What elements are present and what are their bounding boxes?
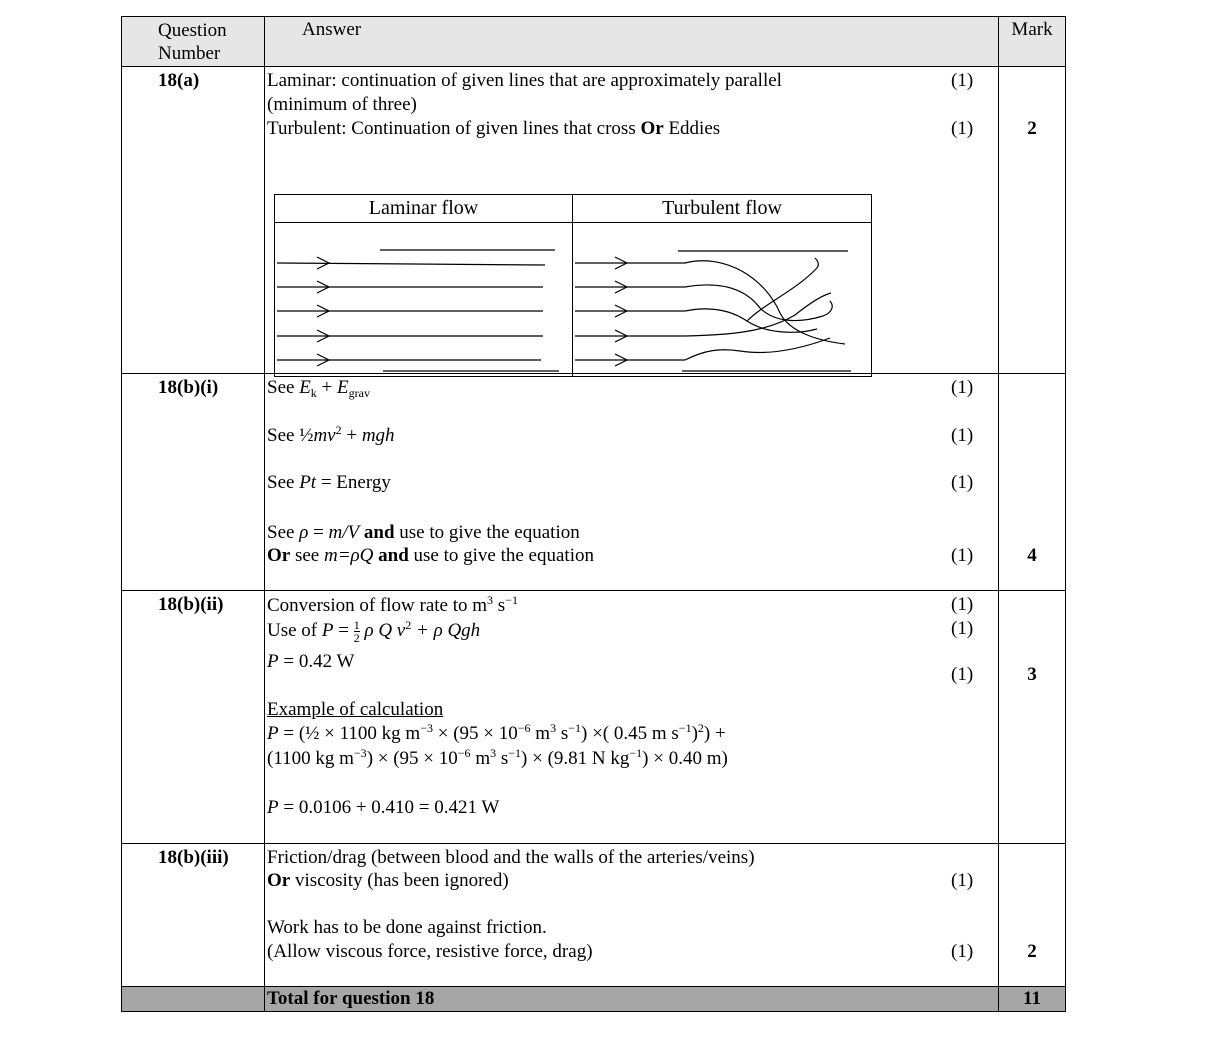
answer-cell (265, 844, 999, 987)
question-number: 18(a) (122, 67, 265, 374)
answer-line: (minimum of three) (267, 94, 417, 115)
total-value: 11 (999, 987, 1066, 1012)
header-answer: Answer (265, 17, 999, 67)
row-18a (122, 67, 1066, 374)
mark-cell (999, 67, 1066, 374)
eddy-line (685, 285, 832, 321)
total-row (122, 987, 1066, 1012)
laminar-flow-label: Laminar flow (275, 195, 573, 223)
mark-value: (1) (951, 70, 974, 91)
answer-line: See $\frac{1}{2}mv^2$ + mgh (267, 423, 395, 446)
answer-cell (265, 591, 999, 844)
answer-line: See Pt = Energy (267, 472, 391, 493)
answer-line: Use of P = $\frac{1}{2}$ ρ Q $v^2 + \rho$ Qgh (267, 618, 481, 645)
row-18biii (122, 844, 1066, 987)
answer-line: Or see m=ρQ and use to give the equation (267, 545, 594, 566)
mark-value: (1) (951, 594, 974, 615)
laminar-line (277, 263, 545, 265)
eddy-line (685, 293, 831, 336)
question-number: 18(b)(ii) (122, 591, 265, 844)
mark-total: 3 (1027, 664, 1037, 685)
answer-line: See ρ = m/V and use to give the equation (267, 522, 580, 543)
mark-cell (999, 591, 1066, 844)
row-18bii (122, 591, 1066, 844)
calculation-line: (1100 kg $m^{-3}) \times (95 \times 10^{-6}$ $m^3$ $s^{-1}) \times (9.81$ N $kg^{-1}) \times 0.40$ m) (267, 746, 728, 769)
mark-value: (1) (951, 377, 974, 398)
mark-value: (1) (951, 425, 974, 446)
answer-line: Conversion of flow rate to $m^3$ $s^{-1}$ (267, 593, 518, 616)
example-heading: Example of calculation (267, 699, 444, 720)
answer-line: Turbulent: Continuation of given lines that cross Or Eddies (267, 118, 721, 139)
answer-line: Or viscosity (has been ignored) (267, 870, 509, 891)
question-number: 18(b)(i) (122, 374, 265, 591)
mark-total: 2 (1027, 118, 1037, 139)
mark-value: (1) (951, 941, 974, 962)
mark-total: 4 (1027, 545, 1037, 566)
mark-cell (999, 374, 1066, 591)
eddy-line (685, 338, 830, 360)
header-mark: Mark (999, 17, 1066, 67)
question-number: 18(b)(iii) (122, 844, 265, 987)
answer-line: Work has to be done against friction. (267, 917, 547, 938)
calculation-line: P = (½ × 1100 kg $m^{-3} \times (95 \times 10^{-6}$ $m^3$ $s^{-1}$) ×( 0.45 m $s^{-1})^2$) + (267, 721, 726, 744)
mark-cell (999, 844, 1066, 987)
answer-cell (265, 67, 999, 374)
calculation-result: P = 0.0106 + 0.410 = 0.421 W (267, 797, 500, 818)
mark-total: 2 (1027, 941, 1037, 962)
flow-diagram (274, 194, 872, 377)
header-question-number: Question Number (122, 17, 265, 67)
mark-scheme-table (121, 16, 1066, 1012)
answer-line: See $E_k + E_{grav}$ (267, 377, 370, 400)
mark-value: (1) (951, 870, 974, 891)
answer-line: Friction/drag (between blood and the walls of the arteries/veins) (267, 847, 755, 868)
total-label: Total for question 18 (265, 987, 999, 1012)
mark-value: (1) (951, 664, 974, 685)
mark-value: (1) (951, 545, 974, 566)
answer-cell (265, 374, 999, 591)
answer-line: Laminar: continuation of given lines that are approximately parallel (267, 70, 782, 91)
eddy-line (685, 261, 845, 344)
eddy-line (747, 258, 818, 321)
answer-line: (Allow viscous force, resistive force, drag) (267, 941, 593, 962)
half-fraction: $\frac{1}{2}$ (353, 618, 360, 645)
answer-line: P = 0.42 W (267, 651, 355, 672)
flow-lines-drawing (275, 223, 871, 376)
turbulent-flow-label: Turbulent flow (573, 195, 871, 223)
mark-value: (1) (951, 472, 974, 493)
mark-value: (1) (951, 118, 974, 139)
row-18bi (122, 374, 1066, 591)
mark-value: (1) (951, 618, 974, 639)
header-row (122, 17, 1066, 67)
